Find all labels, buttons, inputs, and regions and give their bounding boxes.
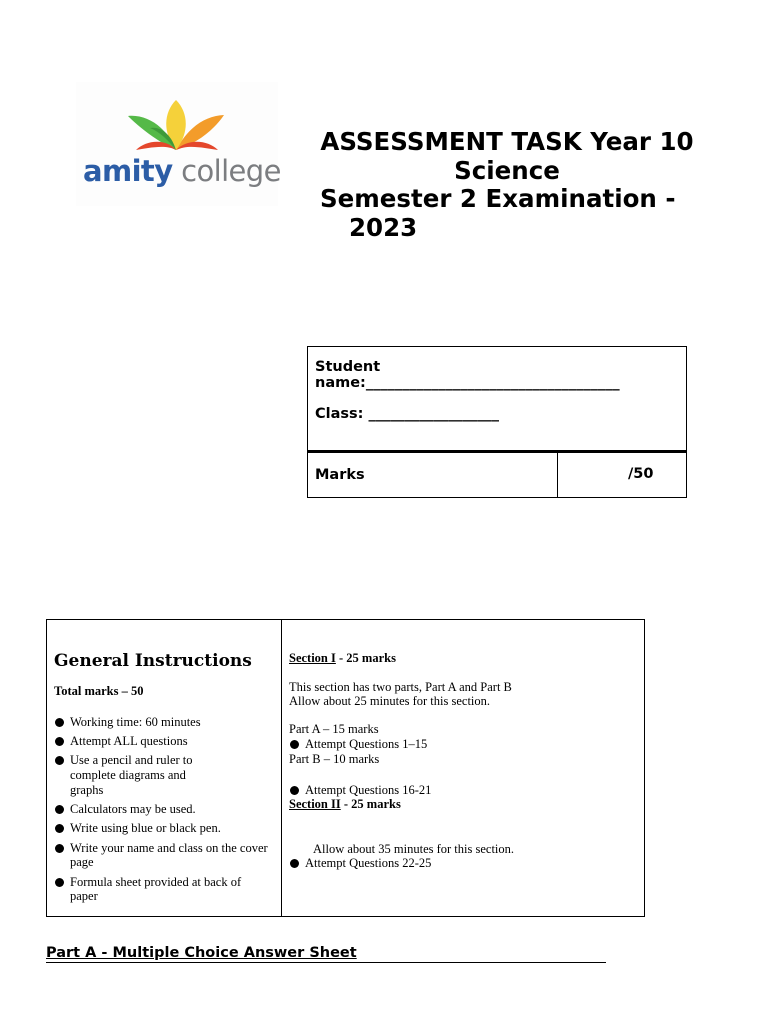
- section-1-marks: - 25 marks: [335, 651, 396, 665]
- student-name-field[interactable]: name:___________________________________: [315, 375, 620, 391]
- marks-label: Marks: [315, 467, 365, 483]
- student-label: Student: [315, 359, 381, 375]
- part-a-answer-sheet-heading: [46, 945, 606, 963]
- section-1-desc-2: Allow about 25 minutes for this section.: [289, 694, 491, 708]
- student-info-cell: [308, 347, 686, 453]
- student-details-box: [307, 346, 687, 498]
- page-title: [300, 128, 714, 242]
- general-instructions-heading: General Instructions: [54, 651, 252, 671]
- title-line-4: 2023: [349, 212, 418, 242]
- part-a-label: Part A – 15 marks: [289, 722, 379, 736]
- section-2-allow: Allow about 35 minutes for this section.: [313, 842, 515, 856]
- part-b-attempt: Attempt Questions 16-21: [289, 783, 768, 798]
- instructions-box: [46, 619, 645, 917]
- part-a-answer-sheet-title: Part A - Multiple Choice Answer Sheet: [46, 945, 357, 961]
- part-b-label: Part B – 10 marks: [289, 752, 380, 766]
- list-item: Write using blue or black pen.: [54, 821, 279, 836]
- section-1-title: Section I: [289, 651, 336, 665]
- logo-word-college: college: [181, 154, 281, 188]
- total-marks: Total marks – 50: [54, 684, 144, 698]
- logo-word-amity: amity: [83, 154, 173, 188]
- list-item: Working time: 60 minutes: [54, 715, 279, 730]
- flower-petals-icon: [76, 82, 278, 162]
- marks-total: /50: [628, 466, 654, 482]
- marks-divider: [557, 453, 558, 497]
- section-2-attempt: Attempt Questions 22-25: [289, 856, 768, 871]
- section-1-heading: [289, 651, 396, 666]
- logo-wordmark: [83, 154, 281, 188]
- section-1-desc-1: This section has two parts, Part A and Part B: [289, 680, 512, 694]
- section-2-marks: - 25 marks: [340, 797, 401, 811]
- list-item: Write your name and class on the cover page: [54, 841, 279, 871]
- list-item: Formula sheet provided at back of paper: [54, 875, 279, 905]
- title-line-3: Semester 2 Examination -: [320, 184, 676, 213]
- section-2-title: Section II: [289, 797, 341, 811]
- list-item: Calculators may be used.: [54, 802, 279, 817]
- title-line-2: Science: [454, 155, 560, 185]
- part-a-attempt: Attempt Questions 1–15: [289, 737, 768, 752]
- title-line-1: ASSESSMENT TASK Year 10: [320, 127, 694, 156]
- instructions-divider: [281, 620, 282, 916]
- class-field[interactable]: Class: __________________: [315, 406, 500, 422]
- instructions-list: [54, 715, 279, 909]
- list-item: Attempt ALL questions: [54, 734, 279, 749]
- section-2-heading: [289, 797, 401, 812]
- list-item: Use a pencil and ruler to complete diagrams and graphs: [54, 753, 279, 797]
- college-logo: [76, 82, 281, 206]
